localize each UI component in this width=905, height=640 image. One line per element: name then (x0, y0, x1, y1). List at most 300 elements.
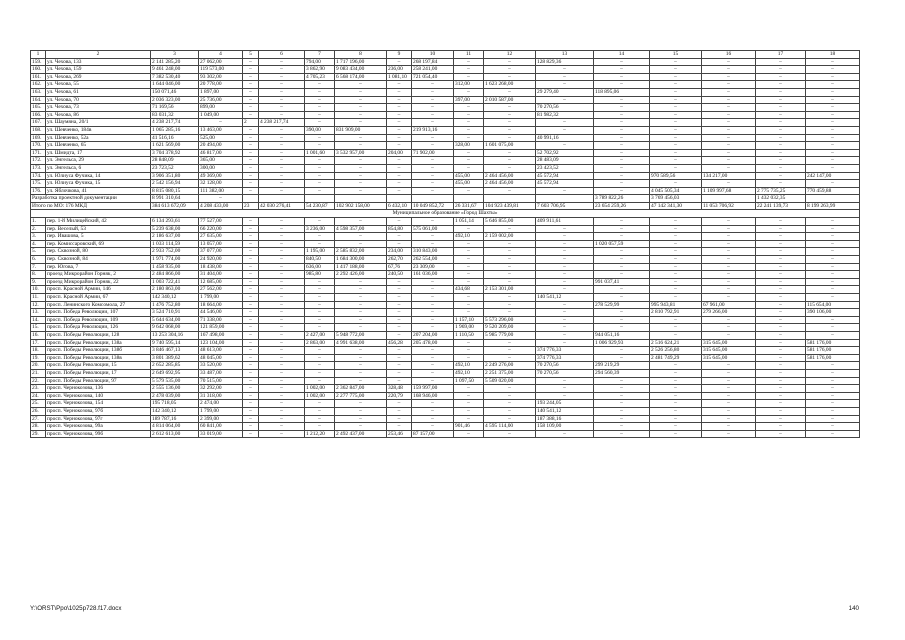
table-cell: – (536, 301, 594, 309)
table-cell: 52 702,92 (536, 149, 594, 157)
table-cell: 158 109,00 (536, 423, 594, 431)
table-cell: – (412, 233, 454, 241)
address-cell: ул. Энгельса, 29 (46, 157, 151, 165)
table-cell: – (594, 187, 650, 195)
table-cell: – (412, 407, 454, 415)
table-cell: – (650, 362, 702, 370)
table-cell: 20 494,00 (199, 142, 243, 150)
table-cell: 6. (31, 256, 46, 264)
table-cell: 1 476 752,80 (151, 301, 199, 309)
table-cell: – (335, 377, 387, 385)
table-cell: – (243, 278, 259, 286)
table-cell: – (702, 111, 756, 119)
table-cell: 1 097,50 (454, 377, 484, 385)
table-cell: – (756, 286, 806, 294)
table-cell: 4 705,23 (305, 73, 335, 81)
table-cell: – (243, 180, 259, 188)
table-cell (259, 195, 305, 203)
table-cell: – (305, 96, 335, 104)
table-cell: – (594, 316, 650, 324)
table-cell: – (387, 309, 412, 317)
table-cell: 1 212,20 (305, 430, 335, 438)
table-cell: 4 238 217,74 (151, 119, 199, 127)
table-cell: – (305, 301, 335, 309)
table-cell: 5 948 772,00 (335, 331, 387, 339)
address-cell: просп. Ленинского Комсомола, 27 (46, 301, 151, 309)
table-cell: – (412, 316, 454, 324)
table-cell: 7. (31, 263, 46, 271)
table-cell: – (484, 111, 536, 119)
table-cell: – (454, 248, 484, 256)
table-cell: – (243, 263, 259, 271)
table-cell: 253,46 (387, 430, 412, 438)
table-cell: 575 061,00 (412, 225, 454, 233)
table-cell: – (536, 96, 594, 104)
table-cell: – (243, 301, 259, 309)
table-cell: – (702, 240, 756, 248)
total-row (31, 202, 860, 210)
table-cell: – (454, 256, 484, 264)
table-cell: – (650, 377, 702, 385)
table-cell: – (702, 149, 756, 157)
table-cell: – (243, 111, 259, 119)
table-cell: 390 106,00 (806, 309, 860, 317)
table-cell: – (259, 294, 305, 302)
table-cell: – (412, 134, 454, 142)
table-cell: 315 645,00 (702, 354, 756, 362)
table-row (31, 400, 860, 408)
table-cell: – (484, 309, 536, 317)
table-cell: 2 810 792,91 (650, 309, 702, 317)
table-cell: – (259, 240, 305, 248)
table-cell: – (454, 263, 484, 271)
header-cell: 11 (454, 51, 484, 59)
table-row (31, 331, 860, 339)
table-cell: – (305, 324, 335, 332)
table-cell: 1 002,00 (305, 385, 335, 393)
table-cell: – (536, 256, 594, 264)
table-row (31, 240, 860, 248)
header-cell: 7 (305, 51, 335, 59)
table-cell: – (650, 392, 702, 400)
table-cell: 2 153 301,00 (484, 286, 536, 294)
table-cell: 174. (31, 172, 46, 180)
table-cell: – (536, 126, 594, 134)
table-cell: – (454, 354, 484, 362)
table-row (31, 142, 860, 150)
table-cell: – (594, 286, 650, 294)
table-cell: – (756, 172, 806, 180)
table-cell: – (702, 119, 756, 127)
table-cell: – (454, 164, 484, 172)
table-cell: – (243, 286, 259, 294)
table-cell: 2 186 637,00 (151, 233, 199, 241)
table-cell: – (335, 286, 387, 294)
table-cell: 4 814 064,00 (151, 423, 199, 431)
table-cell: – (756, 385, 806, 393)
table-cell: – (806, 256, 860, 264)
address-cell: ул. Чехова, 55 (46, 81, 151, 89)
table-cell: – (412, 240, 454, 248)
table-cell: 1 717 196,00 (335, 58, 387, 66)
table-cell: – (412, 164, 454, 172)
table-cell: – (412, 301, 454, 309)
table-cell: – (756, 430, 806, 438)
header-cell: 16 (702, 51, 756, 59)
table-cell: – (702, 331, 756, 339)
table-cell: – (259, 301, 305, 309)
table-cell: 168. (31, 126, 46, 134)
table-cell: – (454, 157, 484, 165)
table-cell: 11 053 706,92 (702, 202, 756, 210)
table-cell: – (536, 225, 594, 233)
table-cell: – (806, 240, 860, 248)
table-cell: – (305, 316, 335, 324)
table-cell: 41 516,16 (151, 134, 199, 142)
address-cell: ул. Чехова, 86 (46, 111, 151, 119)
table-cell: – (756, 225, 806, 233)
table-cell: 7 603 706,95 (536, 202, 594, 210)
table-cell: 4 238 217,74 (259, 119, 305, 127)
table-cell: – (259, 271, 305, 279)
table-cell: – (259, 172, 305, 180)
table-cell: 27 062,00 (199, 58, 243, 66)
table-cell: 8 815 080,15 (151, 187, 199, 195)
table-cell: 93 302,00 (199, 73, 243, 81)
table-cell: 9 642 068,00 (151, 324, 199, 332)
table-cell: – (756, 180, 806, 188)
table-cell: – (454, 301, 484, 309)
table-cell: – (243, 339, 259, 347)
table-cell: – (594, 423, 650, 431)
table-cell: – (335, 96, 387, 104)
table-cell: – (335, 88, 387, 96)
table-cell: – (536, 430, 594, 438)
table-cell: 128 829,36 (536, 58, 594, 66)
table-cell: – (806, 400, 860, 408)
table-cell: 24 920,00 (199, 256, 243, 264)
table-cell: 33 520,00 (199, 362, 243, 370)
table-cell (454, 195, 484, 203)
table-cell: 164. (31, 96, 46, 104)
table-cell: 29. (31, 430, 46, 438)
table-cell: – (387, 347, 412, 355)
table-row (31, 407, 860, 415)
table-cell: – (243, 392, 259, 400)
table-cell: – (454, 392, 484, 400)
table-cell: 1 971 774,00 (151, 256, 199, 264)
table-cell: – (412, 294, 454, 302)
table-cell: 3 906 351,80 (151, 172, 199, 180)
table-cell: – (259, 225, 305, 233)
table-cell: 23 (243, 202, 259, 210)
table-cell: – (305, 294, 335, 302)
table-cell: 7 382 530,40 (151, 73, 199, 81)
table-cell: – (594, 256, 650, 264)
table-cell: 854,80 (387, 225, 412, 233)
table-cell: – (650, 294, 702, 302)
table-cell: – (259, 377, 305, 385)
table-cell: – (243, 309, 259, 317)
table-cell: 1 195,00 (305, 248, 335, 256)
table-cell: – (536, 339, 594, 347)
table-row (31, 347, 860, 355)
table-cell: – (806, 73, 860, 81)
table-cell: 492,10 (454, 362, 484, 370)
table-cell: – (412, 119, 454, 127)
table-cell: – (387, 400, 412, 408)
table-cell: 13. (31, 309, 46, 317)
address-cell: ул. Шевченко, 184в (46, 126, 151, 134)
table-cell: 20. (31, 362, 46, 370)
table-row (31, 385, 860, 393)
table-cell: – (536, 119, 594, 127)
address-cell: просп. Победа Революции, 109 (46, 316, 151, 324)
table-cell: – (412, 347, 454, 355)
table-cell: 3 789 822,26 (594, 195, 650, 203)
table-cell: 991 037,41 (594, 278, 650, 286)
table-cell: – (594, 377, 650, 385)
table-cell: – (305, 104, 335, 112)
table-cell: – (305, 347, 335, 355)
table-cell: – (243, 407, 259, 415)
table-cell: 23. (31, 385, 46, 393)
table-cell: – (259, 309, 305, 317)
table-cell: 374 776,33 (536, 347, 594, 355)
table-cell: – (756, 73, 806, 81)
table-cell: 5 579 535,00 (151, 377, 199, 385)
table-cell: 77 527,00 (199, 218, 243, 226)
table-cell: – (387, 233, 412, 241)
table-cell: 54 230,87 (305, 202, 335, 210)
table-cell: – (259, 81, 305, 89)
table-cell: – (806, 58, 860, 66)
table-cell: – (594, 73, 650, 81)
table-cell: – (387, 407, 412, 415)
table-cell: – (756, 301, 806, 309)
table-cell: – (335, 324, 387, 332)
table-cell: – (335, 104, 387, 112)
table-cell: – (305, 157, 335, 165)
funding-table (30, 50, 860, 438)
table-cell: 944 051,16 (594, 331, 650, 339)
table-cell: – (243, 347, 259, 355)
address-cell: просп. Чернокозова, 154 (46, 400, 151, 408)
table-cell: – (756, 423, 806, 431)
table-cell (335, 195, 387, 203)
table-cell: 315 645,00 (702, 339, 756, 347)
table-cell: 581 176,00 (806, 354, 860, 362)
table-cell: – (259, 104, 305, 112)
table-cell: – (806, 362, 860, 370)
table-cell: – (702, 392, 756, 400)
table-cell: – (335, 278, 387, 286)
table-cell: 4 045 505,34 (650, 187, 702, 195)
table-cell: 44 546,00 (199, 309, 243, 317)
table-cell: 1 644 046,00 (151, 81, 199, 89)
table-cell: – (305, 369, 335, 377)
table-cell: – (484, 415, 536, 423)
table-cell: – (756, 66, 806, 74)
table-cell: 31 318,00 (199, 392, 243, 400)
table-cell: 67,76 (387, 263, 412, 271)
total-label-cell: Итого по МО: 176 МКД (31, 202, 151, 210)
table-cell: – (650, 256, 702, 264)
table-cell: – (594, 263, 650, 271)
table-cell: – (650, 96, 702, 104)
table-cell: – (536, 286, 594, 294)
table-cell: 119 573,00 (199, 66, 243, 74)
table-cell: – (305, 164, 335, 172)
table-cell: – (756, 256, 806, 264)
table-cell: – (702, 256, 756, 264)
table-cell: – (259, 430, 305, 438)
table-cell: – (259, 88, 305, 96)
table-cell: – (536, 316, 594, 324)
section-row (31, 210, 860, 218)
table-cell: 32 128,00 (199, 180, 243, 188)
table-cell: 20 778,00 (199, 81, 243, 89)
table-cell: 23 723,52 (151, 164, 199, 172)
address-cell: просп. Победа Революции, 126 (46, 324, 151, 332)
table-cell: – (387, 187, 412, 195)
table-cell: – (806, 225, 860, 233)
table-cell: – (650, 286, 702, 294)
table-cell: – (650, 142, 702, 150)
table-cell: – (305, 377, 335, 385)
table-cell: 12. (31, 301, 46, 309)
table-cell: – (259, 423, 305, 431)
table-cell: 2 484 866,00 (151, 271, 199, 279)
address-cell: проезд Микрорайон Горняк, 2 (46, 271, 151, 279)
table-row (31, 225, 860, 233)
table-cell: – (702, 400, 756, 408)
table-cell: 2 464 456,00 (484, 172, 536, 180)
table-cell: 5 644 634,00 (151, 316, 199, 324)
table-cell: – (650, 331, 702, 339)
table-cell: 236,00 (387, 66, 412, 74)
table-cell: – (412, 377, 454, 385)
table-cell: – (454, 430, 484, 438)
table-row (31, 187, 860, 195)
header-cell: 15 (650, 51, 702, 59)
table-cell: – (594, 225, 650, 233)
table-cell: – (454, 111, 484, 119)
table-cell: – (806, 294, 860, 302)
table-cell: – (412, 218, 454, 226)
table-cell: 1 969,00 (454, 324, 484, 332)
table-cell: – (702, 88, 756, 96)
table-cell: 5 646 855,00 (484, 218, 536, 226)
table-cell: – (702, 73, 756, 81)
table-cell: 9 740 595,14 (151, 339, 199, 347)
table-cell: 29 279,40 (536, 88, 594, 96)
table-cell: – (702, 218, 756, 226)
table-cell: 87 157,00 (412, 430, 454, 438)
table-cell: – (702, 286, 756, 294)
address-cell: ул. Чехова, 61 (46, 88, 151, 96)
table-cell: – (454, 407, 484, 415)
table-cell: – (335, 354, 387, 362)
table-cell: 162. (31, 81, 46, 89)
table-cell: – (412, 354, 454, 362)
table-cell: – (387, 111, 412, 119)
table-cell: 81 982,32 (536, 111, 594, 119)
table-cell: 169. (31, 134, 46, 142)
table-row (31, 278, 860, 286)
table-cell: – (387, 142, 412, 150)
table-cell: 2 492 437,00 (335, 430, 387, 438)
table-cell: – (259, 407, 305, 415)
table-cell: – (259, 248, 305, 256)
table-cell: 315 645,00 (702, 347, 756, 355)
table-cell: – (806, 180, 860, 188)
table-cell: 47 142 341,30 (650, 202, 702, 210)
table-cell: – (702, 324, 756, 332)
table-row (31, 180, 860, 188)
table-cell: – (806, 119, 860, 127)
table-cell: – (756, 240, 806, 248)
table-cell: – (594, 347, 650, 355)
table-cell: – (259, 256, 305, 264)
table-cell: – (243, 423, 259, 431)
table-cell: – (412, 309, 454, 317)
table-cell: 1 601 075,00 (484, 142, 536, 150)
address-cell: ул. Шмидта, 17 (46, 149, 151, 157)
table-cell (387, 195, 412, 203)
table-cell: – (650, 407, 702, 415)
table-cell: 8 991 310,64 (151, 195, 199, 203)
table-cell: – (387, 58, 412, 66)
table-cell: 365,00 (199, 157, 243, 165)
table-cell: 2 427,00 (305, 331, 335, 339)
table-cell: 262 554,00 (412, 256, 454, 264)
table-cell: – (650, 430, 702, 438)
address-cell: пер. Веселый, 53 (46, 225, 151, 233)
table-cell: – (702, 233, 756, 241)
table-cell: – (454, 415, 484, 423)
table-cell: 2 555 136,00 (151, 385, 199, 393)
address-cell: пер. Югова, 7 (46, 263, 151, 271)
table-cell: – (199, 195, 243, 203)
table-cell: 23 423,52 (536, 164, 594, 172)
address-cell: просп. Чернокозова, 136 (46, 385, 151, 393)
table-cell: – (594, 111, 650, 119)
table-cell: – (594, 119, 650, 127)
table-cell: 9 520 209,00 (484, 324, 536, 332)
table-cell: – (806, 81, 860, 89)
table-cell: – (484, 278, 536, 286)
table-cell: – (243, 149, 259, 157)
table-row (31, 392, 860, 400)
table-cell: – (387, 126, 412, 134)
table-cell: – (536, 248, 594, 256)
table-cell: 140 541,12 (536, 294, 594, 302)
table-cell: – (259, 187, 305, 195)
table-cell: – (594, 218, 650, 226)
table-row (31, 104, 860, 112)
table-cell: – (484, 407, 536, 415)
table-cell: – (387, 81, 412, 89)
table-cell: 168 946,00 (412, 392, 454, 400)
table-cell: – (305, 142, 335, 150)
table-cell: – (536, 240, 594, 248)
table-row (31, 430, 860, 438)
table-cell: – (594, 164, 650, 172)
table-cell: – (412, 104, 454, 112)
table-cell: – (259, 149, 305, 157)
table-cell: 173. (31, 164, 46, 172)
